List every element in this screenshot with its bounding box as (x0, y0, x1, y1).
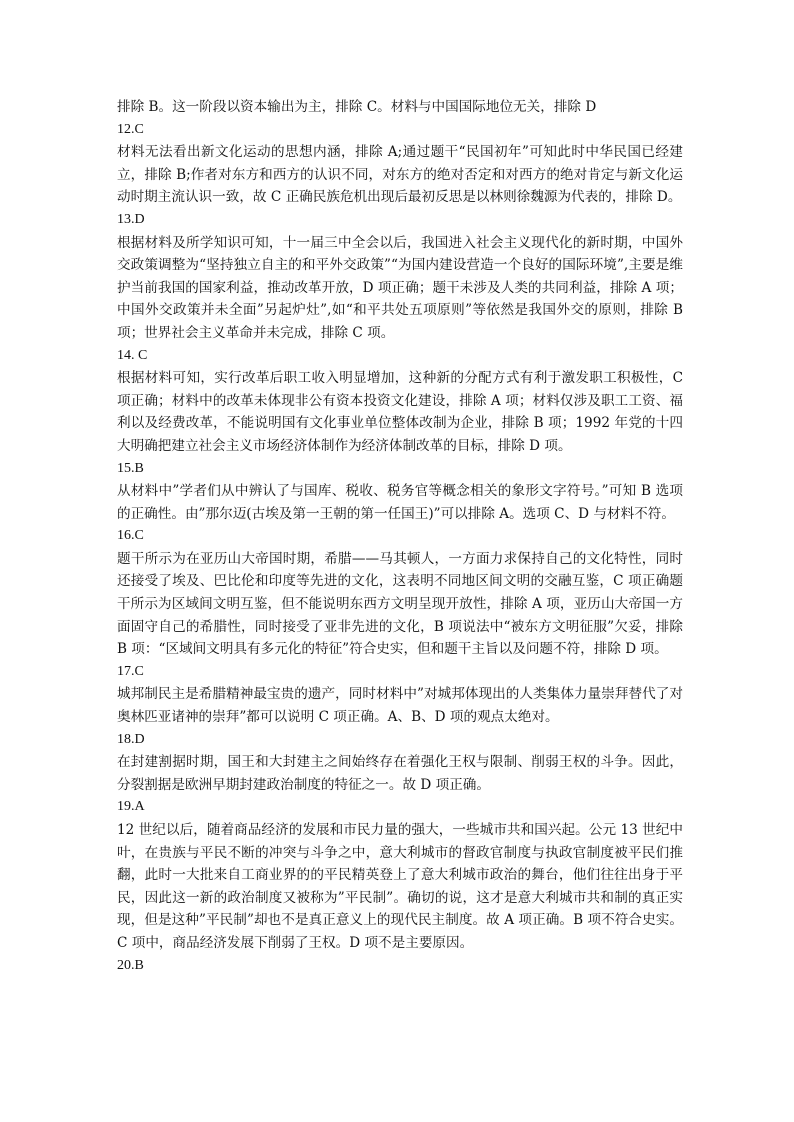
answer-12: 12.C (117, 121, 144, 137)
answer-14: 14. C (117, 347, 148, 363)
answer-15: 15.B (117, 460, 144, 476)
answer-13: 13.D (117, 211, 145, 227)
explanation-13: 根据材料及所学知识可知，十一届三中全会以后，我国进入社会主义现代化的新时期，中国外交政策调整为“坚持独立自主的和平外交政策”“为国内建设营造一个良好的国际环境”,主要是维护当前我国的国家利益，推动改革开放，D 项正确；题干未涉及人类的共同利益，排除 A 项；中国外交政策并未全面”另起炉灶”,如“和平共处五项原则”等依然是我国外交的原则，排除 B 项；世界社会主义革命并未完成，排除 C 项。 (117, 234, 683, 341)
explanation-18: 在封建割据时期，国王和大封建主之间始终存在着强化王权与限制、削弱王权的斗争。因此，分裂割据是欧洲早期封建政治制度的特征之一。故 D 项正确。 (117, 754, 683, 793)
explanation-16: 题干所示为在亚历山大帝国时期，希腊——马其顿人，一方面力求保持自己的文化特性，同时还接受了埃及、巴比伦和印度等先进的文化，这表明不同地区间文明的交融互鉴，C 项正确题干所示为区域间文明互鉴，但不能说明东西方文明呈现开放性，排除 A 项，亚历山大帝国一方面固守自己的希腊性，同时接受了亚非先进的文化，B 项说法中“被东方文明征服”欠妥，排除 B 项：“区域间文明具有多元化的特征”符合史实，但和题干主旨以及问题不符，排除 D 项。 (117, 550, 683, 658)
answer-20: 20.B (117, 957, 144, 973)
answer-17: 17.C (117, 663, 144, 679)
explanation-19: 12 世纪以后，随着商品经济的发展和市民力量的强大，一些城市共和国兴起。公元 13 世纪中叶，在贵族与平民不断的冲突与斗争之中，意大利城市的督政官制度与执政官制度被平民们推翻，此时一大批来自工商业界的的平民精英登上了意大利城市政治的舞台，他们往往出身于平民，因此这一新的政治制度又被称为”平民制”。确切的说，这才是意大利城市共和制的真正实现，但是这种”平民制”却也不是真正意义上的现代民主制度。故 A 项正确。B 项不符合史实。C 项中，商品经济发展下削弱了王权。D 项不是主要原因。 (117, 822, 683, 951)
answer-18: 18.D (117, 731, 145, 747)
answer-16: 16.C (117, 528, 144, 544)
explanation-17: 城邦制民主是希腊精神最宝贵的遗产，同时材料中”对城邦体现出的人类集体力量崇拜替代了对奥林匹亚诸神的崇拜”都可以说明 C 项正确。A、B、D 项的观点太绝对。 (117, 686, 683, 726)
answer-19: 19.A (117, 799, 145, 815)
explanation-15: 从材料中”学者们从中辨认了与国库、税收、税务官等概念相关的象形文字符号。”可知 B 选项的正确性。由”那尔迈(古埃及第一王朝的第一任国王)”可以排除 A。选项 C、D 与材料不符。 (117, 483, 683, 522)
explanation-14: 根据材料可知，实行改革后职工收入明显增加，这种新的分配方式有利于激发职工积极性，C 项正确；材料中的改革未体现非公有资本投资文化建设，排除 A 项；材料仅涉及职工工资、福利以及经费改革，不能说明国有文化事业单位整体改制为企业，排除 B 项；1992 年党的十四大明确把建立社会主义市场经济体制作为经济体制改革的目标，排除 D 项。 (117, 370, 683, 454)
continuation-paragraph: 排除 B。这一阶段以资本输出为主，排除 C。材料与中国国际地位无关，排除 D (117, 99, 597, 115)
explanation-12: 材料无法看出新文化运动的思想内涵，排除 A;通过题干“民国初年”可知此时中华民国已经建立，排除 B;作者对东方和西方的认识不同，对东方的绝对否定和对西方的绝对肯定与新文化运动时期主流认识一致，故 C 正确民族危机出现后最初反思是以林则徐魏源为代表的，排除 D。 (117, 144, 683, 206)
answer-key-page (117, 96, 683, 977)
